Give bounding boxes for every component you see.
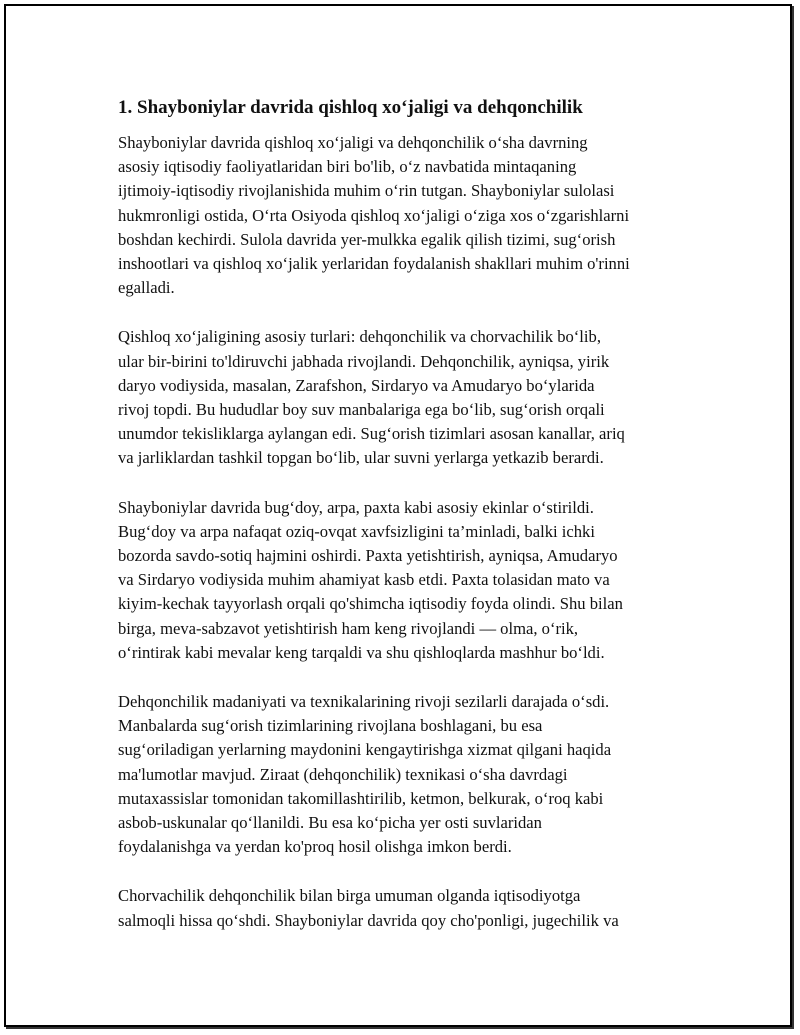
text-line: va Sirdaryo vodiysida muhim ahamiyat kasb etdi. Paxta tolasidan mato va — [118, 570, 610, 590]
text-line: birga, meva-sabzavot yetishtirish ham keng rivojlandi — olma, o‘rik, — [118, 618, 579, 638]
text-line: Dehqonchilik madaniyati va texnikalarining rivoji sezilarli darajada o‘sdi. — [118, 692, 610, 712]
text-line: o‘rintirak kabi mevalar keng tarqaldi va shu qishloqlarda mashhur bo‘ldi. — [118, 642, 605, 662]
text-line: hukmronligi ostida, O‘rta Osiyoda qishloq xo‘jaligi o‘ziga xos o‘zgarishlarni — [118, 205, 630, 225]
text-line: kiyim-kechak tayyorlash orqali qo'shimcha iqtisodiy foyda olindi. Shu bilan — [118, 594, 623, 614]
text-line: asosiy iqtisodiy faoliyatlaridan biri bo'lib, o‘z navbatida mintaqaning — [118, 157, 577, 177]
text-line: unumdor tekisliklarga aylangan edi. Sug‘orish tizimlari asosan kanallar, ariq — [118, 424, 625, 444]
text-line: va jarliklardan tashkil topgan bo‘lib, ular suvni yerlarga yetkazib berardi. — [118, 448, 604, 468]
text-line: foydalanishga va yerdan ko'proq hosil olishga imkon berdi. — [118, 837, 512, 857]
text-line: rivoj topdi. Bu hududlar boy suv manbalariga ega bo‘lib, sug‘orish orqali — [118, 400, 605, 420]
text-line: Qishloq xo‘jaligining asosiy turlari: dehqonchilik va chorvachilik bo‘lib, — [118, 327, 601, 347]
text-line: asbob-uskunalar qo‘llanildi. Bu esa ko‘picha yer osti suvlaridan — [118, 813, 542, 833]
paragraph-2 — [118, 325, 678, 470]
text-line: Shayboniylar davrida bug‘doy, arpa, paxta kabi asosiy ekinlar o‘stirildi. — [118, 497, 594, 517]
document-title: 1. Shayboniylar davrida qishloq xo‘jaligi va dehqonchilik — [118, 97, 583, 118]
text-line: mutaxassislar tomonidan takomillashtirilib, ketmon, belkurak, o‘roq kabi — [118, 788, 604, 808]
text-line: daryo vodiysida, masalan, Zarafshon, Sirdaryo va Amudaryo bo‘ylarida — [118, 375, 595, 395]
paragraph-1 — [118, 131, 678, 300]
text-line: egalladi. — [118, 278, 175, 298]
text-line: ma'lumotlar mavjud. Ziraat (dehqonchilik) texnikasi o‘sha davrdagi — [118, 764, 568, 784]
text-line: ular bir-birini to'ldiruvchi jabhada rivojlandi. Dehqonchilik, ayniqsa, yirik — [118, 351, 610, 371]
text-line: Bug‘doy va arpa nafaqat oziq-ovqat xavfsizligini ta’minladi, balki ichki — [118, 521, 595, 541]
text-line: ijtimoiy-iqtisodiy rivojlanishida muhim o‘rin tutgan. Shayboniylar sulolasi — [118, 181, 615, 201]
text-line: salmoqli hissa qo‘shdi. Shayboniylar davrida qoy cho'ponligi, jugechilik va — [118, 910, 619, 930]
text-line: Chorvachilik dehqonchilik bilan birga umuman olganda iqtisodiyotga — [118, 886, 581, 906]
paragraph-3 — [118, 496, 678, 665]
text-line: Shayboniylar davrida qishloq xo‘jaligi va dehqonchilik o‘sha davrning — [118, 133, 588, 152]
text-line: inshootlari va qishloq xo‘jalik yerlaridan foydalanish shakllari muhim o'rinni — [118, 254, 630, 274]
text-line: Manbalarda sug‘orish tizimlarining rivojlana boshlagani, bu esa — [118, 716, 543, 736]
document-body — [118, 95, 678, 958]
paragraph-5 — [118, 884, 678, 932]
text-line: boshdan kechirdi. Sulola davrida yer-mulkka egalik qilish tizimi, sug‘orish — [118, 229, 616, 249]
paragraph-4 — [118, 690, 678, 859]
text-line: sug‘oriladigan yerlarning maydonini kengaytirishga xizmat qilgani haqida — [118, 740, 612, 760]
text-line: bozorda savdo-sotiq hajmini oshirdi. Paxta yetishtirish, ayniqsa, Amudaryo — [118, 546, 618, 566]
